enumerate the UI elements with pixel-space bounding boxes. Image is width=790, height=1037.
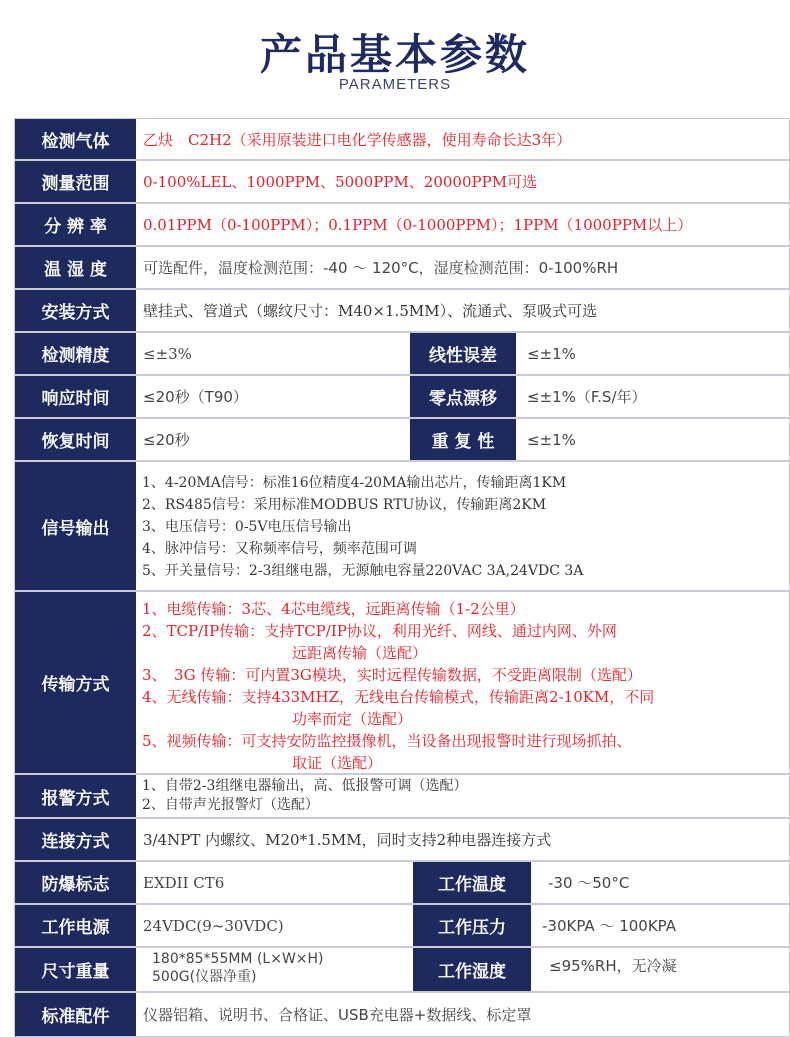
row-label-2: 工作湿度	[413, 948, 531, 991]
list-item: 4、脉冲信号：又称频率信号，频率范围可调	[142, 541, 417, 557]
row-label-2: 线性误差	[410, 333, 516, 374]
row-label: 连接方式	[15, 819, 136, 860]
row-value: ≤20秒	[143, 431, 190, 449]
row-label-2: 重 复 性	[410, 419, 516, 460]
row-resolution	[14, 203, 790, 246]
row-value-2: ≤95%RH，无冷凝	[549, 957, 677, 975]
list-item: 取证（选配）	[292, 754, 383, 772]
list-item: 功率而定（选配）	[292, 710, 413, 728]
row-alarm	[14, 774, 790, 818]
list-item: 500G(仪器净重)	[152, 969, 257, 985]
row-value-2: ≤±1%	[527, 344, 576, 363]
row-value: 可选配件，温度检测范围：-40 ～ 120°C，湿度检测范围：0-100%RH	[143, 259, 619, 277]
row-label: 工作电源	[15, 905, 136, 946]
list-item: 2、RS485信号：采用标准MODBUS RTU协议，传输距离2KM	[142, 497, 547, 513]
row-value: EXDII CT6	[143, 873, 225, 892]
list-item: 180*85*55MM (L×W×H)	[152, 951, 324, 967]
list-item: 3、电压信号：0-5V电压信号输出	[142, 519, 352, 535]
transmission-lines	[142, 598, 785, 774]
row-value: 仪器铝箱、说明书、合格证、USB充电器+数据线、标定罩	[143, 1006, 532, 1024]
row-label: 安装方式	[15, 290, 136, 331]
row-value: 0-100%LEL、1000PPM、5000PPM、20000PPM可选	[143, 173, 538, 191]
row-label: 分 辨 率	[15, 204, 136, 245]
row-label: 检测精度	[15, 333, 136, 374]
signal-lines	[142, 472, 785, 582]
header	[0, 0, 790, 110]
row-label: 防爆标志	[15, 862, 136, 903]
row-detection-gas	[14, 118, 790, 160]
row-label: 温 湿 度	[15, 247, 136, 288]
row-measure-range	[14, 160, 790, 203]
row-value: 0.01PPM（0-100PPM）；0.1PPM（0-1000PPM）；1PPM（1000PPM以上）	[143, 216, 693, 234]
row-accuracy	[14, 332, 790, 375]
row-value: 24VDC(9~30VDC)	[143, 916, 284, 935]
row-response	[14, 375, 790, 418]
row-label: 响应时间	[15, 376, 136, 417]
alarm-lines	[142, 777, 785, 815]
row-value-2: ≤±1%	[527, 430, 576, 449]
row-label: 信号输出	[15, 462, 136, 590]
row-label: 标准配件	[15, 993, 136, 1036]
row-label-2: 零点漂移	[410, 376, 516, 417]
page-subtitle: PARAMETERS	[338, 76, 452, 93]
row-label: 检测气体	[15, 119, 136, 159]
row-signal-output	[14, 461, 790, 591]
row-transmission	[14, 591, 790, 774]
row-label-2: 工作压力	[413, 905, 531, 946]
row-value-2: ≤±1%（F.S/年）	[527, 388, 647, 406]
row-label: 传输方式	[15, 592, 136, 773]
list-item: 3、 3G 传输：可内置3G模块，实时远程传输数据，不受距离限制（选配）	[142, 666, 642, 684]
row-value: ≤±3%	[143, 344, 192, 363]
row-explosion-proof	[14, 861, 790, 904]
row-label: 测量范围	[15, 161, 136, 202]
page-title: 产品基本参数	[259, 30, 530, 79]
row-value-2: -30 ～50°C	[548, 874, 630, 892]
row-label: 报警方式	[15, 775, 136, 817]
list-item: 5、视频传输：可支持安防监控摄像机，当设备出现报警时进行现场抓拍、	[142, 732, 632, 750]
list-item: 5、开关量信号：2-3组继电器，无源触电容量220VAC 3A,24VDC 3A	[142, 563, 584, 579]
row-recovery	[14, 418, 790, 461]
list-item: 远距离传输（选配）	[292, 644, 428, 662]
row-value: 乙炔 C2H2（采用原装进口电化学传感器，使用寿命长达3年）	[143, 130, 572, 149]
list-item: 2、TCP/IP传输：支持TCP/IP协议，利用光纤、网线、通过内网、外网	[142, 622, 617, 640]
list-item: 1、4-20MA信号：标准16位精度4-20MA输出芯片，传输距离1KM	[142, 475, 567, 491]
row-value-2: -30KPA ～ 100KPA	[542, 917, 677, 935]
row-label: 尺寸重量	[15, 948, 136, 991]
row-value: ≤20秒（T90）	[143, 388, 248, 406]
row-accessories	[14, 992, 790, 1037]
list-item: 1、电缆传输：3芯、4芯电缆线，远距离传输（1-2公里）	[142, 600, 525, 618]
row-temp-humidity	[14, 246, 790, 289]
list-item: 2、自带声光报警灯（选配）	[142, 797, 319, 813]
row-size-weight	[14, 947, 790, 992]
row-label-2: 工作温度	[413, 862, 531, 903]
row-label: 恢复时间	[15, 419, 136, 460]
row-value: 壁挂式、管道式（螺纹尺寸：M40×1.5MM）、流通式、泵吸式可选	[143, 302, 598, 320]
row-connection	[14, 818, 790, 861]
row-value: 3/4NPT 内螺纹、M20*1.5MM，同时支持2种电器连接方式	[143, 831, 552, 849]
list-item: 4、无线传输：支持433MHZ，无线电台传输模式，传输距离2-10KM，不同	[142, 688, 655, 706]
list-item: 1、自带2-3组继电器输出，高、低报警可调（选配）	[142, 778, 468, 794]
row-install	[14, 289, 790, 332]
